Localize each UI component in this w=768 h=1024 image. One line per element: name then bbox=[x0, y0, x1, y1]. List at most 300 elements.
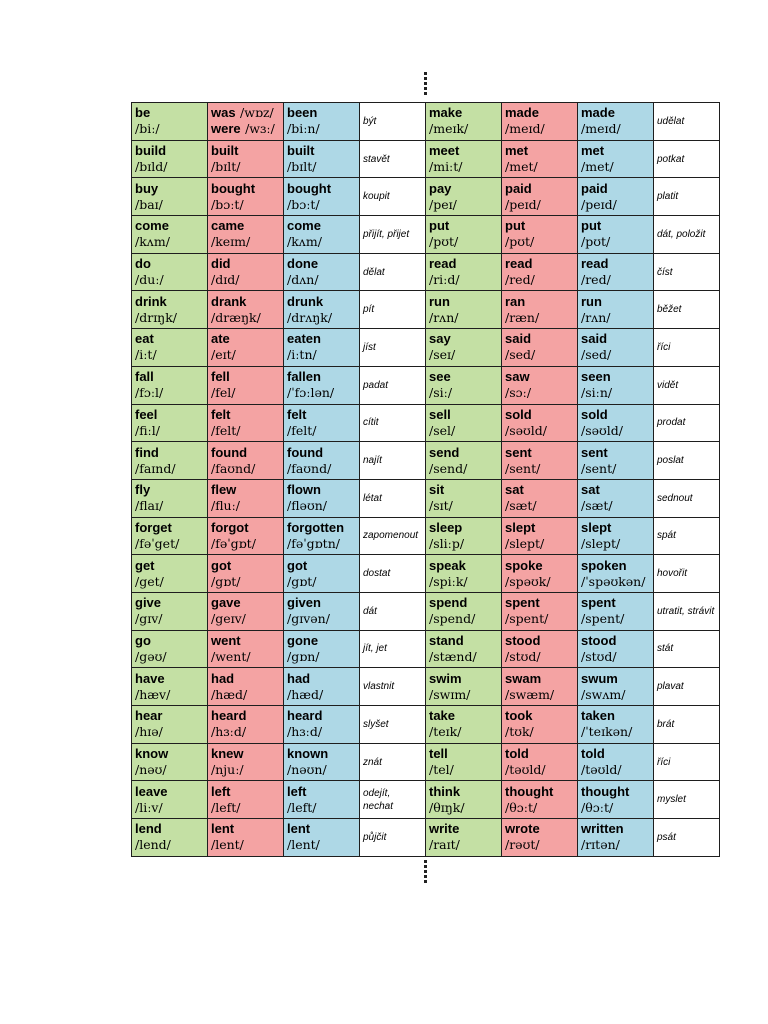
table-row bbox=[132, 706, 720, 744]
past-form-cell bbox=[502, 706, 578, 744]
base-form-cell bbox=[426, 555, 502, 593]
past-form-cell bbox=[502, 291, 578, 329]
translation-cell bbox=[360, 479, 426, 517]
pronunciation: /stʊd/ bbox=[505, 648, 541, 664]
base-form-cell bbox=[132, 781, 208, 819]
czech-translation: slyšet bbox=[363, 718, 389, 730]
past-form-cell bbox=[208, 140, 284, 178]
pp-form-cell bbox=[284, 442, 360, 480]
pronunciation: /iːtn/ bbox=[287, 347, 317, 363]
verb-form: stand bbox=[429, 632, 464, 648]
czech-translation: dát, položit bbox=[657, 228, 706, 240]
pronunciation: /met/ bbox=[505, 159, 538, 175]
pronunciation: /raɪt/ bbox=[429, 837, 460, 853]
verb-form: had bbox=[211, 670, 235, 686]
pronunciation: /ræn/ bbox=[505, 309, 540, 325]
table-row bbox=[132, 668, 720, 706]
base-form-cell bbox=[132, 216, 208, 254]
czech-translation: poslat bbox=[657, 455, 684, 467]
pronunciation: /bɪlt/ bbox=[287, 159, 317, 175]
table-row bbox=[132, 479, 720, 517]
past-form-cell bbox=[208, 592, 284, 630]
base-form-cell bbox=[426, 630, 502, 668]
verb-form: spent bbox=[581, 595, 616, 611]
pronunciation: /səʊld/ bbox=[581, 422, 623, 438]
past-form-cell bbox=[208, 668, 284, 706]
verb-form: went bbox=[211, 632, 241, 648]
czech-translation: říci bbox=[657, 756, 671, 768]
base-form-cell bbox=[426, 140, 502, 178]
czech-translation: zapomenout bbox=[363, 530, 419, 542]
verb-form: wrote bbox=[505, 821, 540, 837]
table-row bbox=[132, 630, 720, 668]
pp-form-cell bbox=[284, 743, 360, 781]
pronunciation: /rʌn/ bbox=[429, 309, 459, 325]
base-form-cell bbox=[132, 479, 208, 517]
verb-form: paid bbox=[505, 180, 532, 196]
pronunciation: /flaɪ/ bbox=[135, 498, 164, 514]
verb-form: seen bbox=[581, 369, 611, 385]
translation-cell bbox=[360, 819, 426, 857]
pronunciation: /sent/ bbox=[505, 460, 541, 476]
pp-form-cell bbox=[578, 291, 654, 329]
pronunciation: /kʌm/ bbox=[135, 234, 170, 250]
table-row bbox=[132, 555, 720, 593]
table-row bbox=[132, 216, 720, 254]
verb-form: lent bbox=[211, 821, 235, 837]
verb-form: felt bbox=[211, 406, 231, 422]
base-form-cell bbox=[426, 366, 502, 404]
past-form-cell bbox=[502, 178, 578, 216]
pronunciation: /lent/ bbox=[211, 837, 244, 853]
pp-form-cell bbox=[578, 781, 654, 819]
verb-form: paid bbox=[581, 180, 608, 196]
translation-cell bbox=[360, 706, 426, 744]
pp-form-cell bbox=[284, 291, 360, 329]
base-form-cell bbox=[132, 819, 208, 857]
pronunciation: /dɪd/ bbox=[211, 272, 240, 288]
pp-form-cell bbox=[578, 479, 654, 517]
pronunciation: /drɪŋk/ bbox=[135, 309, 178, 325]
pronunciation: /gɪvən/ bbox=[287, 611, 330, 627]
pronunciation: /lend/ bbox=[135, 837, 171, 853]
pronunciation: /swæm/ bbox=[505, 686, 555, 702]
pronunciation: /bɪld/ bbox=[135, 159, 168, 175]
past-form-cell bbox=[208, 291, 284, 329]
past-form-cell bbox=[208, 178, 284, 216]
table-row bbox=[132, 140, 720, 178]
translation-cell bbox=[654, 442, 720, 480]
pronunciation: /biː/ bbox=[135, 121, 160, 137]
verb-form: sold bbox=[581, 406, 608, 422]
continuation-dots-top bbox=[424, 72, 428, 97]
verb-form: put bbox=[429, 218, 450, 234]
verb-form: spoken bbox=[581, 557, 627, 573]
past-form-cell bbox=[208, 517, 284, 555]
translation-cell bbox=[360, 517, 426, 555]
translation-cell bbox=[654, 103, 720, 141]
pronunciation: /red/ bbox=[505, 272, 535, 288]
verb-form: came bbox=[211, 218, 245, 234]
pronunciation: /spend/ bbox=[429, 611, 476, 627]
pronunciation: /fluː/ bbox=[211, 498, 241, 514]
verb-form: fly bbox=[135, 482, 151, 498]
pronunciation: /iːt/ bbox=[135, 347, 157, 363]
base-form-cell bbox=[132, 706, 208, 744]
verb-form: feel bbox=[135, 406, 158, 422]
pronunciation: /keɪm/ bbox=[211, 234, 251, 250]
table-row bbox=[132, 442, 720, 480]
czech-translation: najít bbox=[363, 455, 382, 467]
pronunciation: /fləʊn/ bbox=[287, 498, 327, 514]
pronunciation: /riːd/ bbox=[429, 272, 460, 288]
translation-cell bbox=[654, 517, 720, 555]
past-form-cell bbox=[208, 216, 284, 254]
czech-translation: vidět bbox=[657, 379, 679, 391]
pronunciation: /stʊd/ bbox=[581, 648, 617, 664]
pronunciation: /fiːl/ bbox=[135, 422, 160, 438]
verb-form: stood bbox=[581, 632, 617, 648]
pronunciation: /teɪk/ bbox=[429, 724, 462, 740]
czech-translation: padat bbox=[363, 379, 389, 391]
pp-form-cell bbox=[578, 103, 654, 141]
pronunciation: /rɪtən/ bbox=[581, 837, 620, 853]
translation-cell bbox=[654, 291, 720, 329]
translation-cell bbox=[654, 592, 720, 630]
pronunciation: /kʌm/ bbox=[287, 234, 322, 250]
verb-form: sell bbox=[429, 406, 451, 422]
pronunciation: /sliːp/ bbox=[429, 535, 465, 551]
table-row bbox=[132, 819, 720, 857]
verb-form-line bbox=[211, 121, 280, 137]
pp-form-cell bbox=[284, 103, 360, 141]
past-form-cell bbox=[502, 743, 578, 781]
czech-translation: utratit, strávit bbox=[657, 605, 715, 617]
verb-form: swim bbox=[429, 670, 462, 686]
pronunciation: /θɪŋk/ bbox=[429, 799, 465, 815]
czech-translation: běžet bbox=[657, 304, 682, 316]
pronunciation: /meɪd/ bbox=[581, 121, 621, 137]
pronunciation: /wɒz/ bbox=[240, 105, 274, 121]
pronunciation: /wɜː/ bbox=[245, 121, 275, 137]
pronunciation: /biːn/ bbox=[287, 121, 320, 137]
pronunciation: /dʌn/ bbox=[287, 272, 319, 288]
past-form-cell bbox=[208, 404, 284, 442]
verb-form: written bbox=[581, 821, 624, 837]
past-form-cell bbox=[502, 819, 578, 857]
base-form-cell bbox=[426, 517, 502, 555]
pronunciation: /get/ bbox=[135, 573, 164, 589]
verb-form: drink bbox=[135, 293, 167, 309]
translation-cell bbox=[654, 743, 720, 781]
translation-cell bbox=[360, 329, 426, 367]
czech-translation: být bbox=[363, 115, 377, 127]
pp-form-cell bbox=[578, 329, 654, 367]
pronunciation: /siː/ bbox=[429, 385, 453, 401]
verb-form: forget bbox=[135, 519, 172, 535]
pp-form-cell bbox=[284, 819, 360, 857]
verb-form: slept bbox=[581, 519, 612, 535]
verb-form: build bbox=[135, 143, 167, 159]
base-form-cell bbox=[426, 178, 502, 216]
past-form-cell bbox=[502, 140, 578, 178]
pronunciation: /θɔːt/ bbox=[505, 799, 538, 815]
czech-translation: jít, jet bbox=[363, 643, 387, 655]
verb-form: leave bbox=[135, 783, 168, 799]
pp-form-cell bbox=[284, 630, 360, 668]
verb-form: did bbox=[211, 256, 231, 272]
past-form-cell bbox=[208, 366, 284, 404]
czech-translation: brát bbox=[657, 718, 675, 730]
verb-form: left bbox=[287, 783, 307, 799]
base-form-cell bbox=[426, 329, 502, 367]
verb-form: read bbox=[581, 256, 609, 272]
verb-form: speak bbox=[429, 557, 466, 573]
past-form-cell bbox=[208, 706, 284, 744]
verb-form: sat bbox=[581, 482, 600, 498]
pronunciation: /peɪd/ bbox=[581, 196, 617, 212]
pronunciation: /send/ bbox=[429, 460, 468, 476]
pronunciation: /dræŋk/ bbox=[211, 309, 261, 325]
verb-form: felt bbox=[287, 406, 307, 422]
pp-form-cell bbox=[578, 366, 654, 404]
verb-form-line bbox=[211, 105, 280, 121]
verb-form: sat bbox=[505, 482, 524, 498]
pronunciation: /peɪ/ bbox=[429, 196, 457, 212]
verb-form: drank bbox=[211, 293, 247, 309]
pronunciation: /nəʊ/ bbox=[135, 762, 167, 778]
pronunciation: /spiːk/ bbox=[429, 573, 468, 589]
pp-form-cell bbox=[578, 743, 654, 781]
czech-translation: udělat bbox=[657, 115, 685, 127]
base-form-cell bbox=[132, 178, 208, 216]
past-form-cell bbox=[208, 103, 284, 141]
verb-form: buy bbox=[135, 180, 159, 196]
base-form-cell bbox=[132, 743, 208, 781]
verb-form: swum bbox=[581, 670, 618, 686]
translation-cell bbox=[654, 329, 720, 367]
pronunciation: /gɪv/ bbox=[135, 611, 163, 627]
pronunciation: /gɒt/ bbox=[287, 573, 317, 589]
pronunciation: /felt/ bbox=[287, 422, 317, 438]
translation-cell bbox=[654, 178, 720, 216]
czech-translation: stát bbox=[657, 643, 674, 655]
base-form-cell bbox=[426, 103, 502, 141]
verb-form: take bbox=[429, 708, 456, 724]
pronunciation: /təʊld/ bbox=[581, 762, 622, 778]
base-form-cell bbox=[426, 781, 502, 819]
pronunciation: /hɜːd/ bbox=[287, 724, 323, 740]
pp-form-cell bbox=[578, 517, 654, 555]
translation-cell bbox=[360, 442, 426, 480]
czech-translation: dělat bbox=[363, 266, 385, 278]
pronunciation: /fɔːl/ bbox=[135, 385, 164, 401]
past-form-cell bbox=[502, 216, 578, 254]
verb-form: sold bbox=[505, 406, 532, 422]
pronunciation: /ˈfɔːlən/ bbox=[287, 385, 335, 401]
base-form-cell bbox=[426, 253, 502, 291]
pronunciation: /sɪt/ bbox=[429, 498, 453, 514]
czech-translation: jíst bbox=[363, 341, 376, 353]
base-form-cell bbox=[426, 668, 502, 706]
pp-form-cell bbox=[284, 253, 360, 291]
pronunciation: /pʊt/ bbox=[505, 234, 535, 250]
verb-form: found bbox=[211, 444, 248, 460]
pronunciation: /səʊld/ bbox=[505, 422, 547, 438]
pronunciation: /spəʊk/ bbox=[505, 573, 551, 589]
verb-form: had bbox=[287, 670, 311, 686]
pronunciation: /seɪ/ bbox=[429, 347, 456, 363]
translation-cell bbox=[360, 253, 426, 291]
verb-form: heard bbox=[211, 708, 247, 724]
pronunciation: /red/ bbox=[581, 272, 611, 288]
pp-form-cell bbox=[578, 140, 654, 178]
continuation-dots-bottom bbox=[424, 860, 428, 885]
pronunciation: /hæd/ bbox=[211, 686, 248, 702]
pp-form-cell bbox=[284, 366, 360, 404]
pp-form-cell bbox=[284, 479, 360, 517]
table-row bbox=[132, 291, 720, 329]
verb-form: put bbox=[505, 218, 526, 234]
verb-form: give bbox=[135, 595, 162, 611]
pronunciation: /lent/ bbox=[287, 837, 320, 853]
verb-form: met bbox=[505, 143, 529, 159]
verb-form: bought bbox=[211, 180, 256, 196]
pp-form-cell bbox=[284, 781, 360, 819]
pronunciation: /met/ bbox=[581, 159, 614, 175]
verb-form: flew bbox=[211, 482, 237, 498]
translation-cell bbox=[360, 178, 426, 216]
table-row bbox=[132, 592, 720, 630]
verb-form: met bbox=[581, 143, 605, 159]
verb-form: come bbox=[287, 218, 321, 234]
base-form-cell bbox=[426, 743, 502, 781]
pronunciation: /rʌn/ bbox=[581, 309, 611, 325]
verb-form: done bbox=[287, 256, 319, 272]
verb-form: lent bbox=[287, 821, 311, 837]
pronunciation: /gɒt/ bbox=[211, 573, 241, 589]
pp-form-cell bbox=[284, 329, 360, 367]
verb-form: flown bbox=[287, 482, 321, 498]
pp-form-cell bbox=[284, 555, 360, 593]
verb-form: fallen bbox=[287, 369, 321, 385]
czech-translation: myslet bbox=[657, 794, 686, 806]
verb-form: known bbox=[287, 746, 329, 762]
verb-form: fall bbox=[135, 369, 154, 385]
pronunciation: /bɪlt/ bbox=[211, 159, 241, 175]
pronunciation: /meɪd/ bbox=[505, 121, 545, 137]
czech-translation: prodat bbox=[657, 417, 686, 429]
verb-form: sent bbox=[505, 444, 532, 460]
pronunciation: /peɪd/ bbox=[505, 196, 541, 212]
verb-form: spend bbox=[429, 595, 468, 611]
pronunciation: /sed/ bbox=[581, 347, 612, 363]
verb-form: said bbox=[581, 331, 608, 347]
pronunciation: /sɔː/ bbox=[505, 385, 532, 401]
czech-translation: létat bbox=[363, 492, 382, 504]
verb-form: knew bbox=[211, 746, 244, 762]
czech-translation: říci bbox=[657, 341, 671, 353]
verb-form: forgotten bbox=[287, 519, 345, 535]
pronunciation: /stænd/ bbox=[429, 648, 477, 664]
table-row bbox=[132, 781, 720, 819]
verb-form: eat bbox=[135, 331, 154, 347]
verb-form: said bbox=[505, 331, 532, 347]
verb-form: given bbox=[287, 595, 321, 611]
czech-translation: sednout bbox=[657, 492, 693, 504]
czech-translation: plavat bbox=[657, 681, 684, 693]
pronunciation: /swɪm/ bbox=[429, 686, 471, 702]
pronunciation: /njuː/ bbox=[211, 762, 244, 778]
translation-cell bbox=[654, 630, 720, 668]
pp-form-cell bbox=[578, 630, 654, 668]
table-row bbox=[132, 329, 720, 367]
translation-cell bbox=[360, 781, 426, 819]
verb-form: taken bbox=[581, 708, 615, 724]
base-form-cell bbox=[132, 404, 208, 442]
czech-translation: odejít, nechat bbox=[363, 787, 394, 812]
verb-form: come bbox=[135, 218, 169, 234]
verb-form: been bbox=[287, 105, 318, 121]
pronunciation: /gəʊ/ bbox=[135, 648, 167, 664]
verb-form: do bbox=[135, 256, 151, 272]
base-form-cell bbox=[132, 366, 208, 404]
verb-form: stood bbox=[505, 632, 541, 648]
verb-form: fell bbox=[211, 369, 230, 385]
pronunciation: /spent/ bbox=[505, 611, 549, 627]
pronunciation: /nəʊn/ bbox=[287, 762, 327, 778]
table-row bbox=[132, 253, 720, 291]
verb-form: ate bbox=[211, 331, 230, 347]
verb-form: made bbox=[505, 105, 539, 121]
translation-cell bbox=[654, 253, 720, 291]
verb-form: ran bbox=[505, 293, 526, 309]
czech-translation: dostat bbox=[363, 568, 391, 580]
translation-cell bbox=[360, 291, 426, 329]
past-form-cell bbox=[208, 479, 284, 517]
table-row bbox=[132, 178, 720, 216]
past-form-cell bbox=[208, 329, 284, 367]
pp-form-cell bbox=[578, 819, 654, 857]
base-form-cell bbox=[132, 668, 208, 706]
translation-cell bbox=[360, 216, 426, 254]
past-form-cell bbox=[502, 517, 578, 555]
pronunciation: /fəˈgɒt/ bbox=[211, 535, 256, 551]
pronunciation: /hæd/ bbox=[287, 686, 324, 702]
verb-form: be bbox=[135, 105, 151, 121]
base-form-cell bbox=[426, 216, 502, 254]
verb-form: told bbox=[505, 746, 529, 762]
verb-form: think bbox=[429, 783, 461, 799]
pp-form-cell bbox=[578, 442, 654, 480]
pp-form-cell bbox=[284, 404, 360, 442]
past-form-cell bbox=[208, 253, 284, 291]
verb-form: run bbox=[581, 293, 602, 309]
verb-form: see bbox=[429, 369, 451, 385]
czech-translation: pít bbox=[363, 304, 375, 316]
translation-cell bbox=[654, 781, 720, 819]
pp-form-cell bbox=[578, 668, 654, 706]
verb-form: got bbox=[287, 557, 308, 573]
table-row bbox=[132, 517, 720, 555]
verb-form: thought bbox=[505, 783, 554, 799]
pp-form-cell bbox=[578, 216, 654, 254]
verb-form: sit bbox=[429, 482, 445, 498]
pronunciation: /miːt/ bbox=[429, 159, 463, 175]
translation-cell bbox=[360, 555, 426, 593]
base-form-cell bbox=[132, 103, 208, 141]
pronunciation: /faʊnd/ bbox=[211, 460, 256, 476]
